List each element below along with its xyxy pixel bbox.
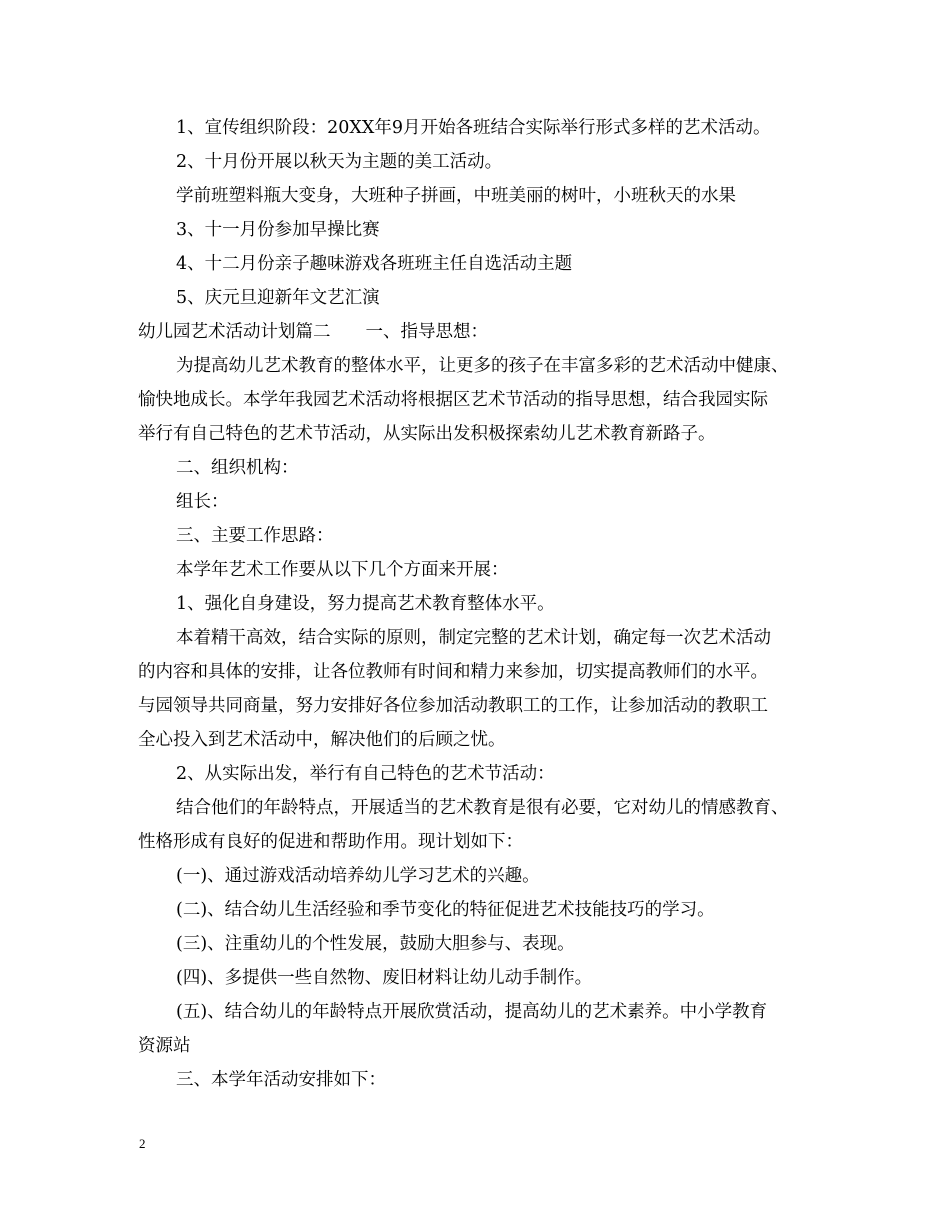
- text-line: 本学年艺术工作要从以下几个方面来开展：: [176, 560, 509, 580]
- text-line: 全心投入到艺术活动中，解决他们的后顾之忧。: [138, 730, 506, 750]
- text-line: 学前班塑料瓶大变身，大班种子拼画，中班美丽的树叶，小班秋天的水果: [176, 186, 736, 206]
- text-line: (一)、通过游戏活动培养幼儿学习艺术的兴趣。: [176, 866, 540, 886]
- section-heading: 幼儿园艺术活动计划篇二 一、指导思想：: [138, 322, 488, 342]
- text-line: 的内容和具体的安排，让各位教师有时间和精力来参加，切实提高教师们的水平。: [138, 662, 768, 682]
- text-line: 愉快地成长。本学年我园艺术活动将根据区艺术节活动的指导思想，结合我园实际: [138, 390, 768, 410]
- text-line: 组长：: [176, 492, 229, 512]
- text-line: 结合他们的年龄特点，开展适当的艺术教育是很有必要，它对幼儿的情感教育、: [176, 798, 789, 818]
- text-line: 为提高幼儿艺术教育的整体水平，让更多的孩子在丰富多彩的艺术活动中健康、: [176, 356, 789, 376]
- text-line: 3、十一月份参加早操比赛: [176, 220, 380, 240]
- text-line: 2、从实际出发，举行有自己特色的艺术节活动：: [176, 764, 555, 784]
- text-line: (四)、多提供一些自然物、废旧材料让幼儿动手制作。: [176, 968, 593, 988]
- text-line: 1、强化自身建设，努力提高艺术教育整体水平。: [176, 594, 555, 614]
- text-line: 二、组织机构：: [176, 458, 299, 478]
- page-number: 2: [139, 1136, 146, 1151]
- text-line: 三、本学年活动安排如下：: [176, 1070, 386, 1090]
- text-line: (三)、注重幼儿的个性发展，鼓励大胆参与、表现。: [176, 934, 575, 954]
- text-line: 与园领导共同商量，努力安排好各位参加活动教职工的工作，让参加活动的教职工: [138, 696, 768, 716]
- text-line: 资源站: [138, 1036, 191, 1056]
- text-line: 本着精干高效，结合实际的原则，制定完整的艺术计划，确定每一次艺术活动: [176, 628, 771, 648]
- text-line: 三、主要工作思路：: [176, 526, 334, 546]
- text-line: 4、十二月份亲子趣味游戏各班班主任自选活动主题: [176, 254, 573, 274]
- text-line: (五)、结合幼儿的年龄特点开展欣赏活动，提高幼儿的艺术素养。中小学教育: [176, 1002, 768, 1022]
- text-line: 5、庆元旦迎新年文艺汇演: [176, 288, 380, 308]
- text-line: 2、十月份开展以秋天为主题的美工活动。: [176, 152, 503, 172]
- text-line: (二)、结合幼儿生活经验和季节变化的特征促进艺术技能技巧的学习。: [176, 900, 715, 920]
- text-line: 举行有自己特色的艺术节活动，从实际出发积极探索幼儿艺术教育新路子。: [138, 424, 716, 444]
- text-line: 1、宣传组织阶段：20XX年9月开始各班结合实际举行形式多样的艺术活动。: [176, 118, 771, 138]
- text-line: 性格形成有良好的促进和帮助作用。现计划如下：: [138, 832, 523, 852]
